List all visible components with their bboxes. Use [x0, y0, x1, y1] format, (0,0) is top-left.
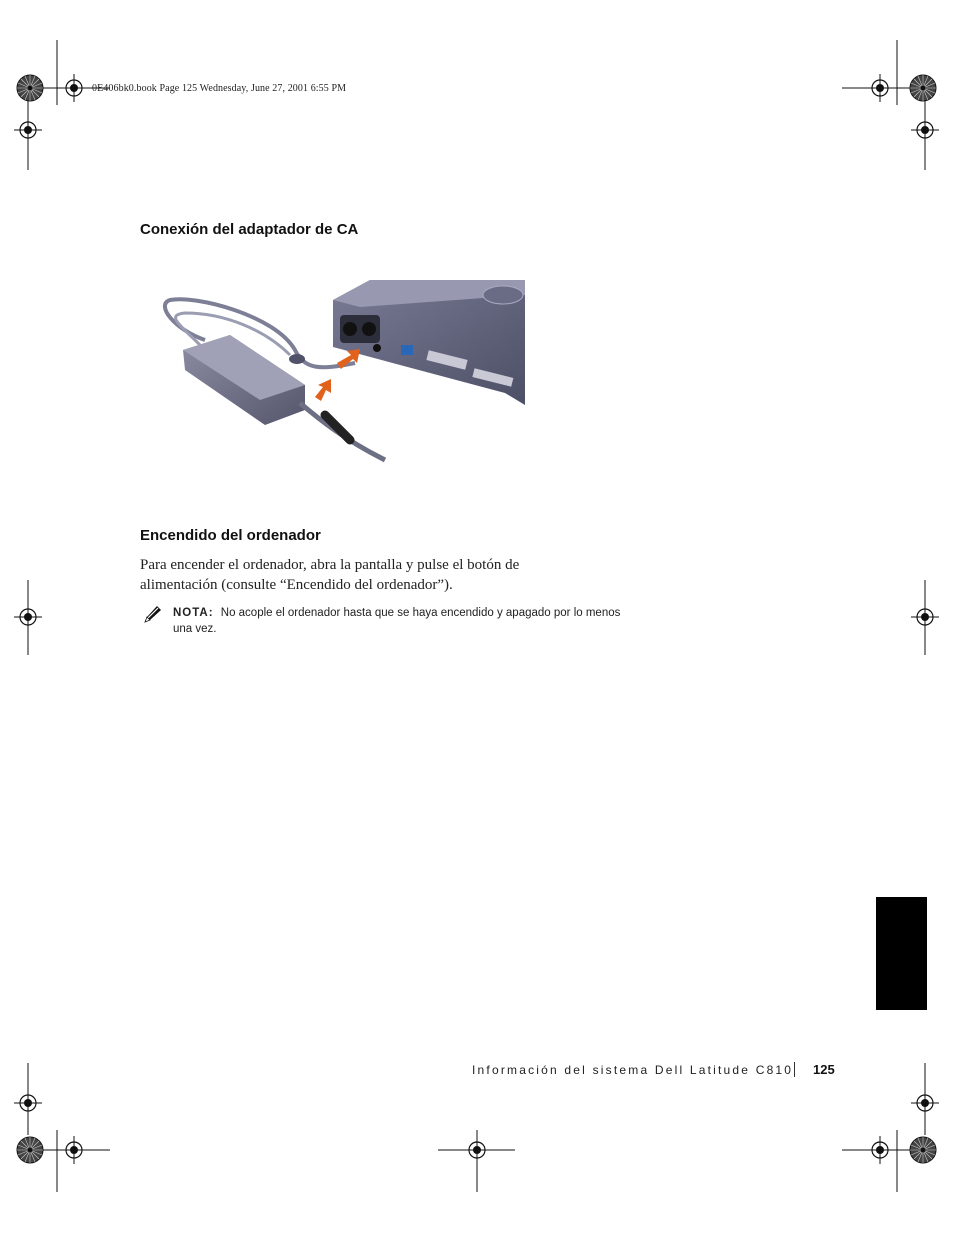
footer-book-title: Información del sistema Dell Latitude C810: [472, 1063, 794, 1077]
page-number: 125: [813, 1062, 835, 1077]
chapter-thumb-tab: [876, 897, 927, 1010]
note: [173, 605, 633, 637]
connect-arrow-adapter: [315, 379, 331, 401]
ac-adapter-illustration: [155, 275, 530, 465]
section-heading-ac-adapter: Conexión del adaptador de CA: [140, 221, 359, 238]
section-heading-power-on: Encendido del ordenador: [140, 527, 321, 544]
note-label: NOTA:: [173, 607, 214, 619]
footer-separator: [794, 1062, 795, 1077]
print-slug: 0E406bk0.book Page 125 Wednesday, June 27, 2001 6:55 PM: [92, 83, 347, 94]
power-on-paragraph: Para encender el ordenador, abra la pantalla y pulse el botón de alimentación (consulte “Encendido del ordenador”).: [140, 557, 520, 593]
note-text: No acople el ordenador hasta que se haya encendido y apagado por lo menos una vez.: [173, 607, 621, 635]
note-pencil-icon: [142, 603, 164, 625]
